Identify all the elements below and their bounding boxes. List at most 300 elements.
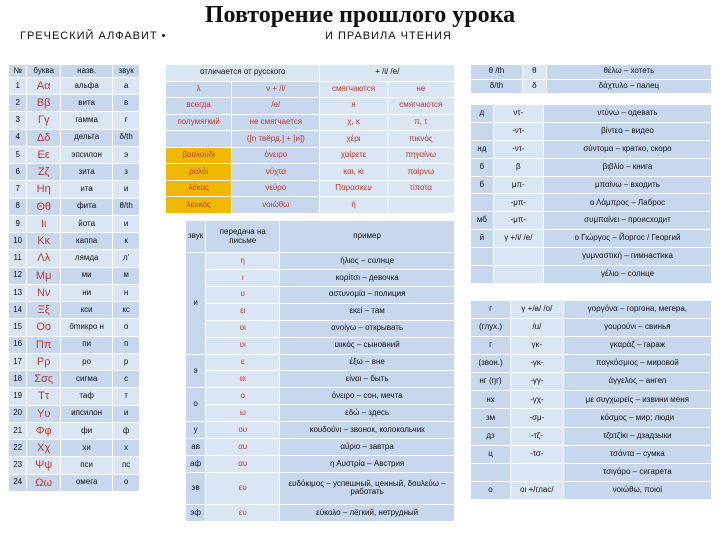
vowel-spelling: ω (206, 405, 280, 422)
letter-name: зита (61, 164, 113, 181)
example-cell: παίρνω (387, 164, 454, 181)
consonant-sound: б (471, 176, 494, 194)
letter-name: йота (61, 215, 113, 232)
letter-sound: и (113, 181, 140, 198)
table-row (9, 319, 140, 336)
letter-sound: п (113, 336, 140, 353)
table-row (471, 391, 712, 409)
vowel-example: ανοίγω – открывать (280, 320, 455, 337)
letter-name: ômикро н (61, 319, 113, 336)
consonant-spelling: /u/ (511, 319, 564, 337)
vowel-spelling: ε (206, 354, 280, 371)
table-row (471, 140, 712, 158)
consonant-example: γέλιο – солнце (543, 266, 711, 284)
row-number: 24 (9, 474, 27, 491)
consonant-sound: б (471, 158, 494, 176)
row-number: 8 (9, 198, 27, 215)
letter-name: хи (61, 440, 113, 457)
rule-cell: ν + /i/ (232, 81, 320, 98)
consonant-example: θέλω – хотеть (546, 65, 711, 80)
rule-cell: всегда (166, 98, 232, 115)
table-row (471, 105, 712, 123)
consonant-spelling: -ντ- (493, 122, 543, 140)
table-row (9, 77, 140, 94)
vowel-example: ευδόκιμος – успешный, ценный, δουλεύω – работать (280, 472, 455, 504)
letter-sound: и (113, 405, 140, 422)
rules-heading: И ПРАВИЛА ЧТЕНИЯ (325, 30, 452, 42)
example-cell: Παρασκευ (320, 180, 387, 197)
rule-cell: полумягкий (166, 114, 232, 131)
consonant-example: ο Λάμπρος – Лаброс (543, 194, 711, 212)
greek-letter: Μμ (27, 267, 61, 284)
consonant-sound: (звон.) (471, 355, 511, 373)
greek-letter: Σσς (27, 371, 61, 388)
table-row (471, 445, 712, 463)
column-header: пример (280, 221, 455, 253)
column-header: передача на письме (206, 221, 280, 253)
row-number: 18 (9, 371, 27, 388)
letter-sound: т (113, 388, 140, 405)
consonant-sound (471, 194, 494, 212)
row-number: 7 (9, 181, 27, 198)
consonant-sound (471, 122, 494, 140)
rule-cell: ([n твёрд.] + [и]) (232, 131, 320, 148)
table-row (9, 129, 140, 146)
row-number: 21 (9, 422, 27, 439)
table-row (186, 405, 455, 422)
column-header: назв. (61, 65, 113, 78)
vowel-spelling: οι (206, 320, 280, 337)
consonant-example: δάχτυλο – палец (546, 79, 711, 94)
letter-name: эпсилон (61, 146, 113, 163)
table-row (471, 122, 712, 140)
row-number: 16 (9, 336, 27, 353)
table-row (186, 388, 455, 405)
row-number: 12 (9, 267, 27, 284)
consonant-example: άγγελος – ангел (563, 373, 711, 391)
consonant-sound: о (471, 481, 511, 499)
letter-sound: о (113, 474, 140, 491)
table-row (471, 158, 712, 176)
row-number: 9 (9, 215, 27, 232)
consonant-example: τσιγάρο – сигарета (563, 463, 711, 481)
letter-sound: и (113, 215, 140, 232)
vowel-spelling: η (206, 253, 280, 270)
greek-letter: Κκ (27, 233, 61, 250)
letter-sound: л' (113, 250, 140, 267)
vowel-example: υιικός – сыновний (280, 337, 455, 354)
greek-letter: Ρρ (27, 353, 61, 370)
consonant-sound: нг (ŋг) (471, 373, 511, 391)
greek-letter: Ββ (27, 95, 61, 112)
letter-sound: к (113, 233, 140, 250)
letter-name: ита (61, 181, 113, 198)
consonant-spelling: -μπ- (493, 194, 543, 212)
table-row (471, 337, 712, 355)
consonant-sound: ц (471, 445, 511, 463)
table-row (186, 472, 455, 504)
vowel-spelling: αι (206, 371, 280, 388)
table-row (9, 336, 140, 353)
table-row (166, 98, 455, 115)
header-right: + /i/ /e/ (320, 65, 455, 82)
consonant-example: ντύνω – одевать (543, 105, 711, 123)
vowel-spelling: υ (206, 286, 280, 303)
table-row (9, 95, 140, 112)
consonant-sound: δ/th (471, 79, 523, 94)
consonant-sound: (глух.) (471, 319, 511, 337)
consonant-spelling (493, 248, 543, 266)
letter-name: ни (61, 284, 113, 301)
table-row (471, 65, 712, 80)
row-number: 5 (9, 146, 27, 163)
vowel-spelling: ο (206, 388, 280, 405)
table-row (9, 422, 140, 439)
greek-letter: Υυ (27, 405, 61, 422)
consonant-example: γυμναστική – гимнастика (543, 248, 711, 266)
vowel-example: κουδούνι – звонок, колокольчик (280, 422, 455, 439)
letter-name: гамма (61, 112, 113, 129)
consonant-sound: й (471, 230, 494, 248)
table-row (9, 112, 140, 129)
greek-letter: Δδ (27, 129, 61, 146)
letter-name: лямда (61, 250, 113, 267)
table-row (471, 463, 712, 481)
table-row (9, 146, 140, 163)
greek-letter: Εε (27, 146, 61, 163)
table-row (9, 353, 140, 370)
row-number: 15 (9, 319, 27, 336)
example-cell: λύκος (166, 180, 232, 197)
table-row (186, 253, 455, 270)
greek-letter: Ππ (27, 336, 61, 353)
consonant-example: με συγχωρείς – извини меня (563, 391, 711, 409)
table-row (186, 455, 455, 472)
table-row (186, 337, 455, 354)
rule-cell: не смягчается (232, 114, 320, 131)
letter-sound: ф (113, 422, 140, 439)
vowel-example: εύκολο – лёгкий, нетрудный (280, 504, 455, 521)
table-row (186, 371, 455, 388)
vowel-spelling: αυ (206, 439, 280, 456)
greek-letter: Νν (27, 284, 61, 301)
letter-sound: кс (113, 302, 140, 319)
consonant-example: γοργόνα – горгона, мегера, (563, 301, 711, 319)
letter-sound: в (113, 95, 140, 112)
vowel-example: αστυνομία – полиция (280, 286, 455, 303)
row-number: 11 (9, 250, 27, 267)
rule-cell: χέρι (320, 131, 387, 148)
letter-sound: с (113, 371, 140, 388)
letter-sound: о (113, 319, 140, 336)
letter-sound: пс (113, 457, 140, 474)
table-row (166, 81, 455, 98)
greek-letter: Ηη (27, 181, 61, 198)
table-row (9, 474, 140, 491)
letter-name: альфа (61, 77, 113, 94)
consonant-example: σύντομα – кратко, скоро (543, 140, 711, 158)
table-row (186, 354, 455, 371)
consonant-example: παγκόσμιος – мировой (563, 355, 711, 373)
letter-name: вита (61, 95, 113, 112)
vowel-spelling: ευ (206, 504, 280, 521)
vowel-example: αύριο – завтра (280, 439, 455, 456)
example-cell (387, 197, 454, 214)
greek-letter: Γγ (27, 112, 61, 129)
example-cell: και, κι (320, 164, 387, 181)
consonant-spelling: -τζ- (511, 427, 564, 445)
vowel-spelling: αυ (206, 455, 280, 472)
row-number: 3 (9, 112, 27, 129)
consonant-sound (471, 248, 494, 266)
consonant-spelling: -τσ- (511, 445, 564, 463)
table-row (186, 286, 455, 303)
letter-sound: н (113, 284, 140, 301)
column-header: звук (113, 65, 140, 78)
row-number: 23 (9, 457, 27, 474)
greek-letter: Οο (27, 319, 61, 336)
row-number: 1 (9, 77, 27, 94)
letter-name: кси (61, 302, 113, 319)
table-row (186, 504, 455, 521)
rule-cell: смягчаются (387, 98, 454, 115)
table-row (471, 409, 712, 427)
table-row (9, 440, 140, 457)
letter-name: каппа (61, 233, 113, 250)
consonant-spelling: β (493, 158, 543, 176)
example-cell: ρολόι (166, 164, 232, 181)
consonant-spelling (511, 463, 564, 481)
consonant-sound: г (471, 337, 511, 355)
table-row (471, 212, 712, 230)
table-row (9, 371, 140, 388)
consonant-spelling: θ (522, 65, 546, 80)
letter-sound: з (113, 164, 140, 181)
consonant-spelling: -ντ- (493, 140, 543, 158)
consonant-example: συμπαίνει – происходит (543, 212, 711, 230)
table-row (9, 164, 140, 181)
consonant-spelling (493, 266, 543, 284)
consonant-spelling: -γχ- (511, 391, 564, 409)
example-cell: τίποτα (387, 180, 454, 197)
table-row (186, 320, 455, 337)
consonant-example: γουρούνι – свинья (563, 319, 711, 337)
greek-letter: Χχ (27, 440, 61, 457)
greek-letter: Θθ (27, 198, 61, 215)
greek-letter: Ιι (27, 215, 61, 232)
consonant-sound: д (471, 105, 494, 123)
consonants-top-table (470, 64, 712, 94)
consonant-sound (471, 266, 494, 284)
table-row (471, 248, 712, 266)
letter-name: омега (61, 474, 113, 491)
letter-name: пи (61, 336, 113, 353)
table-row (9, 233, 140, 250)
alphabet-heading: ГРЕЧЕСКИЙ АЛФАВИТ • (20, 30, 167, 42)
letter-sound: а (113, 77, 140, 94)
table-row (9, 267, 140, 284)
table-row (186, 439, 455, 456)
consonant-spelling: γ +/a/ /o/ (511, 301, 564, 319)
vowel-sound: э (186, 354, 206, 388)
vowel-example: έξω – вне (280, 354, 455, 371)
vowel-sound: эф (186, 504, 206, 521)
rule-cell: я (320, 98, 387, 115)
header-row (186, 221, 455, 253)
consonant-spelling: μπ- (493, 176, 543, 194)
rule-cell: не (387, 81, 454, 98)
vowel-spelling: υι (206, 337, 280, 354)
consonant-sound: зм (471, 409, 511, 427)
vowel-example: η Αυστρία – Австрия (280, 455, 455, 472)
rule-cell: πικνός (387, 131, 454, 148)
consonant-spelling: δ (522, 79, 546, 94)
consonants-mid-table (470, 104, 712, 284)
table-row (471, 194, 712, 212)
consonant-sound: г (471, 301, 511, 319)
letter-sound: х (113, 440, 140, 457)
consonant-example: τσάντα – сумка (563, 445, 711, 463)
table-row (471, 355, 712, 373)
row-number: 6 (9, 164, 27, 181)
consonant-spelling: -σμ- (511, 409, 564, 427)
row-number: 2 (9, 95, 27, 112)
consonant-spelling: ντ- (493, 105, 543, 123)
rule-cell: χ, κ (320, 114, 387, 131)
consonant-spelling: -γκ- (511, 355, 564, 373)
letter-sound: э (113, 146, 140, 163)
vowel-example: εδώ – здесь (280, 405, 455, 422)
row-number: 22 (9, 440, 27, 457)
softening-table (165, 64, 455, 214)
table-row (471, 373, 712, 391)
consonant-spelling: -γγ- (511, 373, 564, 391)
letter-sound: δ/th (113, 129, 140, 146)
row-number: 14 (9, 302, 27, 319)
greek-letter: Ψψ (27, 457, 61, 474)
table-row (9, 181, 140, 198)
header-left: отличается от русского (166, 65, 320, 82)
table-row (166, 180, 455, 197)
table-row (471, 176, 712, 194)
alphabet-table (8, 64, 140, 492)
vowel-sound: эв (186, 472, 206, 504)
table-row (9, 388, 140, 405)
vowel-sound: аф (186, 455, 206, 472)
letter-name: пси (61, 457, 113, 474)
table-row (166, 197, 455, 214)
letter-name: дельта (61, 129, 113, 146)
example-cell: λευκός (166, 197, 232, 214)
rule-cell: π, τ (387, 114, 454, 131)
table-row (186, 422, 455, 439)
table-row (471, 301, 712, 319)
table-row (9, 250, 140, 267)
header-row (9, 65, 140, 78)
vowel-sound: ав (186, 439, 206, 456)
example-cell: ή (320, 197, 387, 214)
letter-name: ро (61, 353, 113, 370)
page-title: Повторение прошлого урока (204, 2, 516, 28)
greek-letter: Αα (27, 77, 61, 94)
row-number: 10 (9, 233, 27, 250)
consonant-example: τζατζίκι – дзадзыки (563, 427, 711, 445)
table-row (9, 457, 140, 474)
table-row (186, 303, 455, 320)
vowel-example: εκεί – там (280, 303, 455, 320)
table-row (166, 114, 455, 131)
letter-name: таф (61, 388, 113, 405)
consonant-spelling: γ +/i/ /e/ (493, 230, 543, 248)
rule-cell (166, 131, 232, 148)
row-number: 20 (9, 405, 27, 422)
consonant-example: μπαίνω – входить (543, 176, 711, 194)
vowel-spelling: ει (206, 303, 280, 320)
table-row (9, 198, 140, 215)
letter-name: фи (61, 422, 113, 439)
table-row (9, 302, 140, 319)
vowel-spelling: ου (206, 422, 280, 439)
letter-sound: θ/th (113, 198, 140, 215)
greek-letter: Ττ (27, 388, 61, 405)
example-cell: νοιώθω (232, 197, 320, 214)
table-row (9, 405, 140, 422)
table-row (166, 164, 455, 181)
letter-name: фита (61, 198, 113, 215)
table-row (471, 427, 712, 445)
table-row (471, 230, 712, 248)
vowel-sound: у (186, 422, 206, 439)
consonant-example: ο Γιώργος – Йоргос / Георгий (543, 230, 711, 248)
row-number: 4 (9, 129, 27, 146)
example-cell: όνειρο (232, 147, 320, 164)
example-cell: χαίρετε (320, 147, 387, 164)
rule-cell: λ (166, 81, 232, 98)
consonant-sound: нх (471, 391, 511, 409)
letter-name: ми (61, 267, 113, 284)
consonant-example: νοιώθω, ποιοί (563, 481, 711, 499)
letter-sound: м (113, 267, 140, 284)
consonant-sound (471, 463, 511, 481)
vowel-example: ήλιος – солнце (280, 253, 455, 270)
consonant-sound: мб (471, 212, 494, 230)
greek-letter: Φφ (27, 422, 61, 439)
consonant-sound: дз (471, 427, 511, 445)
table-row (166, 131, 455, 148)
header-row (166, 65, 455, 82)
row-number: 17 (9, 353, 27, 370)
row-number: 13 (9, 284, 27, 301)
table-row (471, 481, 712, 499)
table-row (186, 270, 455, 287)
vowel-example: όνειρο – сон, мечта (280, 388, 455, 405)
table-row (9, 284, 140, 301)
table-row (471, 79, 712, 94)
example-cell: πηγαίνω (387, 147, 454, 164)
example-cell: νύχτα (232, 164, 320, 181)
greek-letter: Λλ (27, 250, 61, 267)
column-header: звук (186, 221, 206, 253)
table-row (9, 215, 140, 232)
row-number: 19 (9, 388, 27, 405)
table-row (471, 319, 712, 337)
consonant-example: βιβλίο – книга (543, 158, 711, 176)
vowel-sound: и (186, 253, 206, 354)
consonant-example: γκαράζ – гараж (563, 337, 711, 355)
letter-name: сигма (61, 371, 113, 388)
letter-name: ипсилон (61, 405, 113, 422)
rule-cell: смягчаются (320, 81, 387, 98)
